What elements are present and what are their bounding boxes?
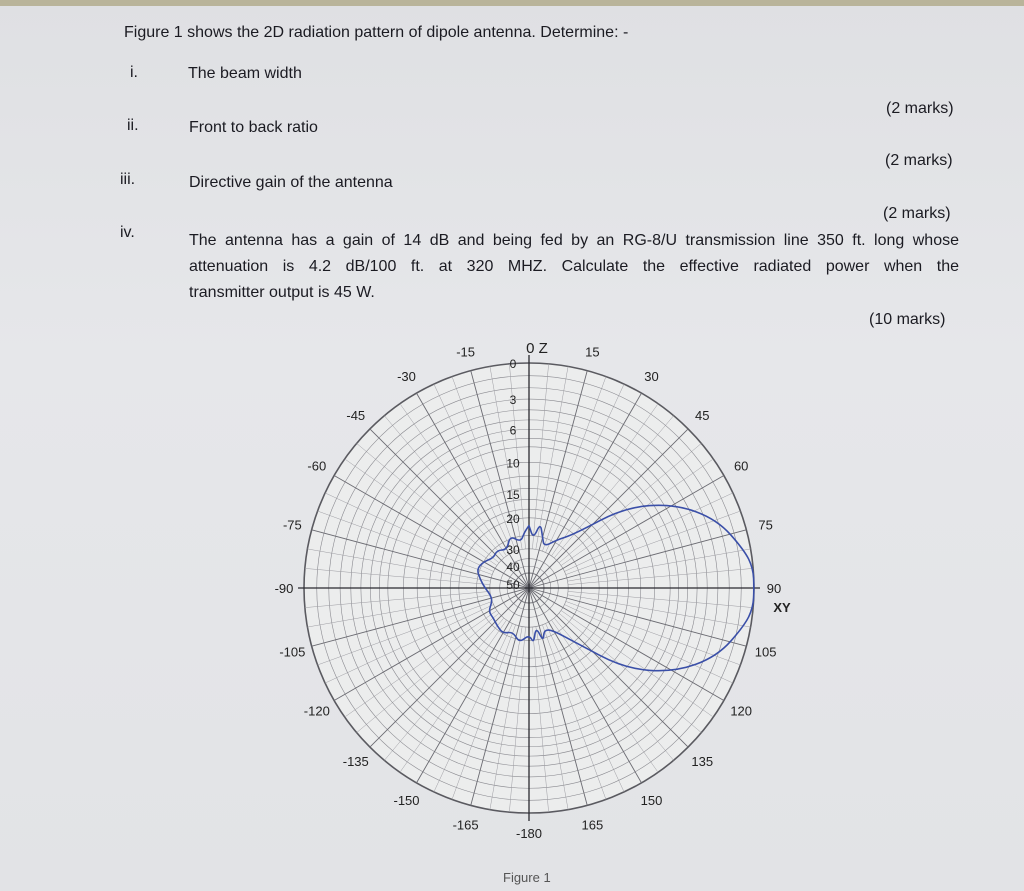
angle-label: -45 bbox=[346, 407, 366, 423]
angle-label: -180 bbox=[515, 826, 543, 841]
item-number-iv: iv. bbox=[120, 224, 135, 241]
angle-label: 120 bbox=[730, 703, 753, 719]
radial-db-label: 40 bbox=[506, 560, 520, 575]
xy-label: XY bbox=[773, 600, 791, 615]
angle-label: -75 bbox=[282, 517, 302, 533]
angle-label: -150 bbox=[393, 793, 420, 809]
radial-db-label: 50 bbox=[506, 578, 520, 592]
item-text-i: The beam width bbox=[188, 65, 302, 82]
radial-db-label: 3 bbox=[509, 393, 517, 408]
item-iv-line: attenuation is 4.2 dB/100 ft. at 320 MHZ. Calculate the effective radiated power when the bbox=[189, 258, 959, 275]
item-text-ii: Front to back ratio bbox=[189, 119, 318, 136]
angle-label: -120 bbox=[303, 703, 330, 719]
item-text-iii: Directive gain of the antenna bbox=[189, 174, 393, 191]
radial-db-label: 30 bbox=[506, 542, 520, 557]
radial-db-label: 15 bbox=[506, 488, 520, 503]
marks-iv: (10 marks) bbox=[869, 311, 946, 328]
angle-label: 60 bbox=[733, 458, 749, 474]
angle-label: 15 bbox=[585, 344, 600, 360]
item-number-iii: iii. bbox=[120, 171, 136, 188]
angle-label: -30 bbox=[397, 368, 416, 384]
angle-label: -165 bbox=[452, 817, 479, 833]
marks-i: (2 marks) bbox=[886, 100, 954, 117]
angle-label: 105 bbox=[754, 644, 777, 660]
angle-label: -105 bbox=[279, 644, 306, 660]
marks-iii: (2 marks) bbox=[883, 205, 951, 222]
radial-db-label: 10 bbox=[506, 456, 520, 471]
angle-label: 165 bbox=[581, 817, 604, 833]
angle-label: 30 bbox=[644, 368, 659, 384]
item-number-i: i. bbox=[130, 64, 138, 81]
angle-label: 45 bbox=[695, 407, 710, 423]
zenith-label: 0 Z bbox=[526, 340, 548, 357]
angle-label: 135 bbox=[691, 754, 714, 770]
item-number-ii: ii. bbox=[127, 117, 139, 134]
radial-db-label: 20 bbox=[506, 511, 520, 526]
angle-label: 150 bbox=[640, 793, 663, 809]
figure-caption: Figure 1 bbox=[503, 870, 551, 885]
angle-label: -15 bbox=[456, 344, 475, 360]
angle-label: 90 bbox=[766, 581, 782, 596]
item-iv-line: transmitter output is 45 W. bbox=[189, 284, 375, 301]
radial-db-label: 6 bbox=[509, 423, 517, 438]
question-intro: Figure 1 shows the 2D radiation pattern of dipole antenna. Determine: - bbox=[124, 24, 629, 41]
angle-label: -135 bbox=[342, 754, 369, 770]
angle-label: -90 bbox=[274, 581, 294, 596]
angle-label: 75 bbox=[758, 517, 773, 533]
marks-ii: (2 marks) bbox=[885, 152, 953, 169]
radial-db-label: 0 bbox=[509, 357, 517, 371]
angle-label: -60 bbox=[307, 458, 327, 474]
item-iv-line: The antenna has a gain of 14 dB and being fed by an RG-8/U transmission line 350 ft. long whose bbox=[189, 232, 959, 249]
